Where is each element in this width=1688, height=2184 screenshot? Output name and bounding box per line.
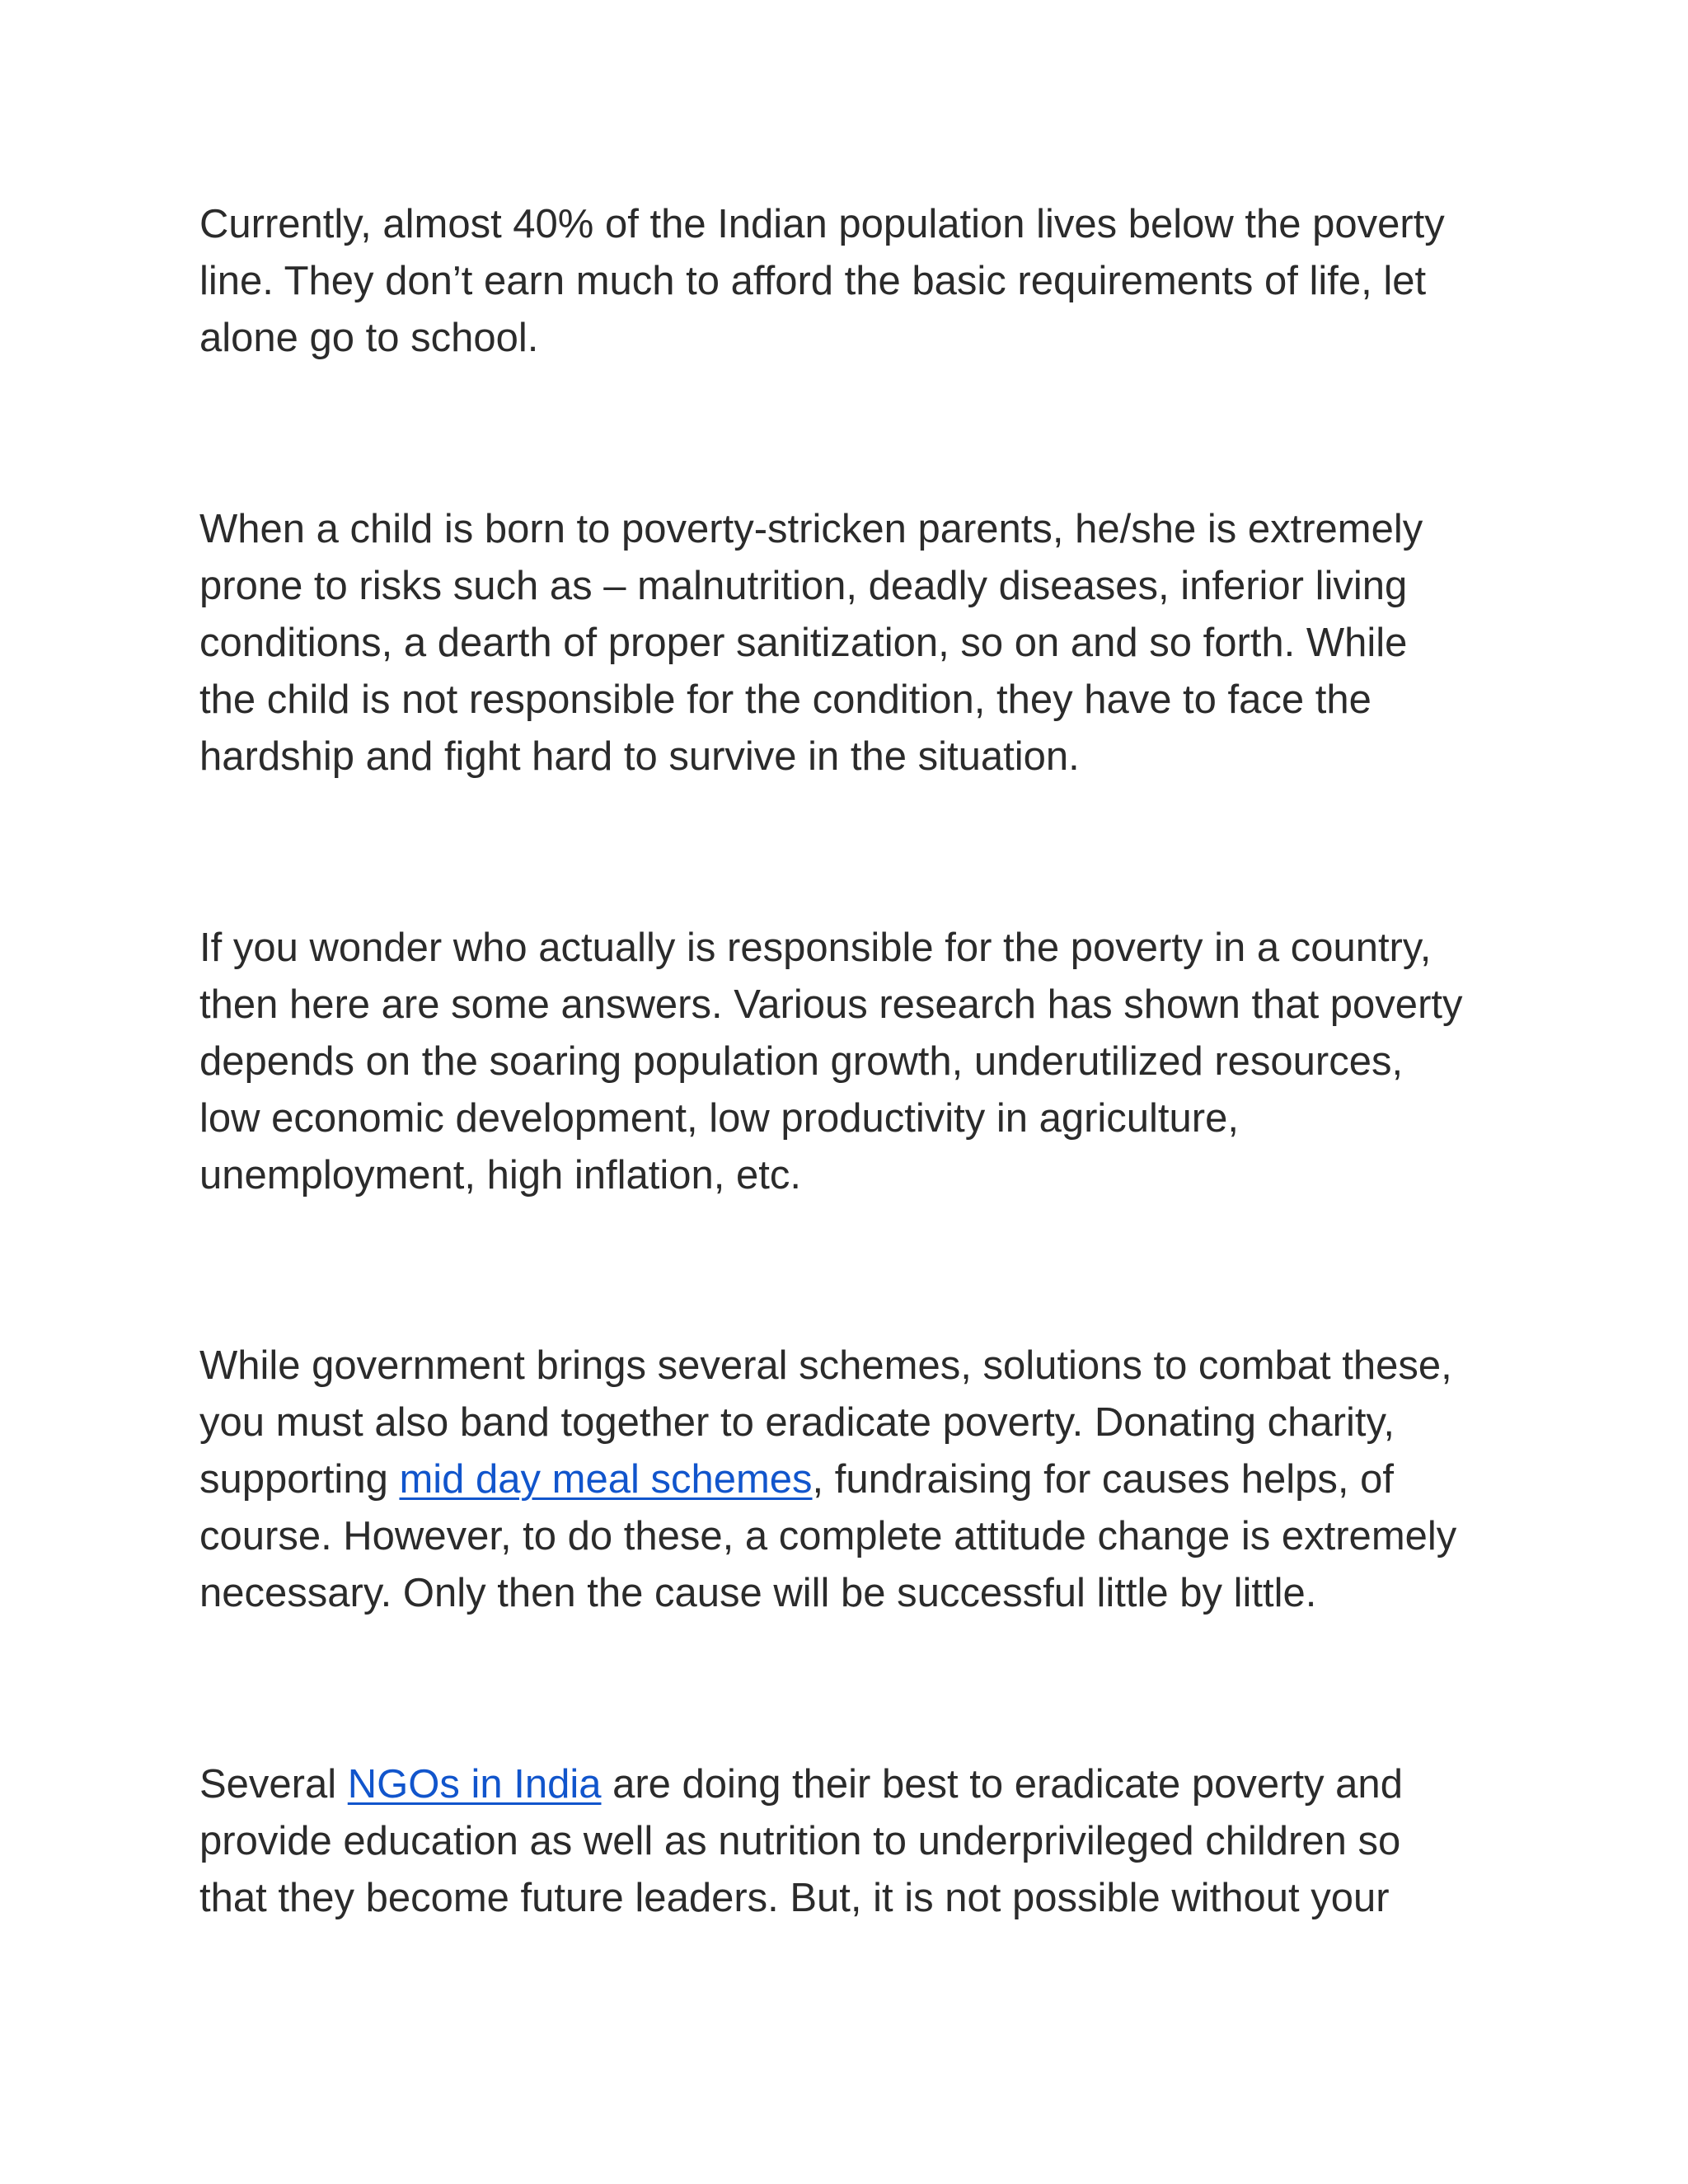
text-line: When a child is born to poverty-stricken parents, he/she is extremely bbox=[199, 507, 1423, 551]
text-line: then here are some answers. Various research has shown that poverty bbox=[199, 982, 1463, 1027]
text-segment: Several bbox=[199, 1762, 348, 1807]
paragraph-child-risks bbox=[199, 501, 1423, 785]
ngos-in-india-link[interactable]: NGOs in India bbox=[347, 1762, 602, 1807]
text-line: hardship and fight hard to survive in the situation. bbox=[199, 734, 1080, 779]
paragraph-poverty-line bbox=[199, 196, 1445, 367]
paragraph-ngos bbox=[199, 1756, 1403, 1927]
text-segment: , fundraising for causes helps, of bbox=[812, 1457, 1394, 1502]
text-line: depends on the soaring population growth, underutilized resources, bbox=[199, 1039, 1404, 1084]
text-line: you must also band together to eradicate poverty. Donating charity, bbox=[199, 1400, 1395, 1445]
text-line: While government brings several schemes, solutions to combat these, bbox=[199, 1343, 1452, 1388]
text-line: Currently, almost 40% of the Indian population lives below the poverty bbox=[199, 202, 1445, 246]
text-line: course. However, to do these, a complete attitude change is extremely bbox=[199, 1514, 1457, 1558]
text-line: the child is not responsible for the condition, they have to face the bbox=[199, 677, 1372, 722]
text-line: that they become future leaders. But, it is not possible without your bbox=[199, 1876, 1390, 1920]
mid-day-meal-schemes-link[interactable]: mid day meal schemes bbox=[399, 1457, 813, 1502]
text-line-with-link bbox=[199, 1756, 1403, 1813]
text-line: low economic development, low productivity in agriculture, bbox=[199, 1096, 1239, 1141]
text-line: alone go to school. bbox=[199, 316, 539, 360]
text-segment: are doing their best to eradicate poverty and bbox=[601, 1762, 1403, 1807]
text-line: prone to risks such as – malnutrition, deadly diseases, inferior living bbox=[199, 564, 1408, 608]
text-line: If you wonder who actually is responsible for the poverty in a country, bbox=[199, 926, 1432, 970]
text-line-with-link bbox=[199, 1451, 1456, 1508]
text-line: unemployment, high inflation, etc. bbox=[199, 1153, 801, 1197]
text-line: provide education as well as nutrition to underprivileged children so bbox=[199, 1819, 1401, 1863]
text-line: conditions, a dearth of proper sanitization, so on and so forth. While bbox=[199, 621, 1408, 665]
text-segment: supporting bbox=[199, 1457, 400, 1502]
paragraph-government-schemes bbox=[199, 1338, 1456, 1622]
text-line: necessary. Only then the cause will be successful little by little. bbox=[199, 1571, 1317, 1615]
text-line: line. They don’t earn much to afford the basic requirements of life, let bbox=[199, 259, 1427, 303]
paragraph-poverty-causes bbox=[199, 920, 1463, 1204]
